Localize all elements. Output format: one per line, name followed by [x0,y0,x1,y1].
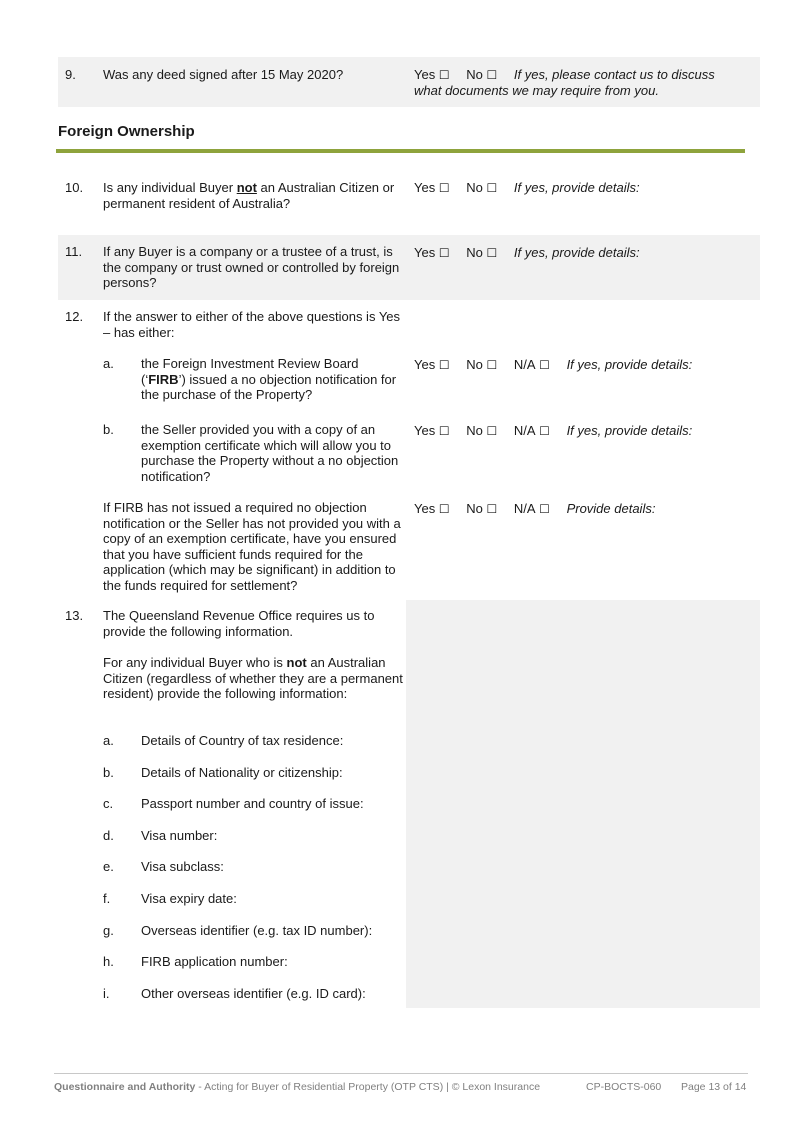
checkbox-icon[interactable]: ☐ [486,502,498,516]
checkbox-icon[interactable]: ☐ [438,181,450,195]
question-13-item-label: h. [103,954,114,969]
yes-option[interactable]: Yes ☐ [414,67,450,82]
yes-option[interactable]: Yes ☐ [414,423,450,438]
no-option[interactable]: No ☐ [466,501,498,516]
no-option[interactable]: No ☐ [466,180,498,195]
question-13-item-label: c. [103,796,114,811]
question-13-item-text: Visa subclass: [141,859,224,874]
question-13-item-text: Visa number: [141,828,218,843]
question-12a-answers [414,357,692,373]
question-11-note: If yes, provide details: [513,245,640,260]
question-9-number: 9. [65,67,76,82]
checkbox-icon[interactable]: ☐ [438,424,450,438]
checkbox-icon[interactable]: ☐ [438,68,450,82]
question-11-number: 11. [65,244,83,259]
question-12a-text: the Foreign Investment Review Board (‘FIRB’) issued a no objection notification for the purchase of the Property? [141,356,397,402]
na-option[interactable]: N/A ☐ [513,357,550,372]
checkbox-icon[interactable]: ☐ [486,68,498,82]
question-13-item-label: d. [103,828,114,843]
footer-title: Questionnaire and Authority - Acting for Buyer of Residential Property (OTP CTS) | © Lexon Insurance [54,1081,541,1093]
section-divider [56,149,745,153]
question-12c-answers [414,501,655,517]
question-12a-label: a. [103,356,114,371]
checkbox-icon[interactable]: ☐ [486,424,498,438]
question-12b-note: If yes, provide details: [566,423,693,438]
checkbox-icon[interactable]: ☐ [486,358,498,372]
na-option[interactable]: N/A ☐ [513,423,550,438]
question-12-number: 12. [65,309,84,324]
question-9-text: Was any deed signed after 15 May 2020? [103,67,344,82]
question-13-number: 13. [65,608,84,623]
checkbox-icon[interactable]: ☐ [539,424,550,438]
checkbox-icon[interactable]: ☐ [486,181,498,195]
footer-document-code: CP-BOCTS-060 [586,1081,662,1093]
question-13-item-text: Details of Nationality or citizenship: [141,765,343,780]
question-13-answer-area[interactable] [406,600,760,1008]
question-13-item-label: e. [103,859,114,874]
question-11-text: If any Buyer is a company or a trustee of a trust, is the company or trust owned or controlled by foreign persons? [103,244,400,290]
question-12b-answers [414,423,692,439]
question-13-item-label: f. [103,891,111,906]
question-10-number: 10. [65,180,84,195]
question-13-item-label: b. [103,765,114,780]
question-9-note-line2: what documents we may require from you. [414,83,659,98]
question-13-item-text: FIRB application number: [141,954,288,969]
section-heading: Foreign Ownership [58,123,195,140]
checkbox-icon[interactable]: ☐ [486,246,498,260]
question-12b-text: the Seller provided you with a copy of an exemption certificate which will allow you to purchase the Property without a no objection notification? [141,422,399,484]
no-option[interactable]: No ☐ [466,245,498,260]
question-13-item-text: Visa expiry date: [141,891,237,906]
question-9-note: If yes, please contact us to discuss [513,67,715,82]
question-12c-note: Provide details: [566,501,656,516]
question-13-item-text: Overseas identifier (e.g. tax ID number): [141,923,373,938]
question-10-answers [414,180,640,196]
question-13-item-label: i. [103,986,110,1001]
yes-option[interactable]: Yes ☐ [414,501,450,516]
checkbox-icon[interactable]: ☐ [438,246,450,260]
question-10-text: Is any individual Buyer not an Australian Citizen or permanent resident of Australia? [103,180,395,211]
question-13-item-text: Other overseas identifier (e.g. ID card): [141,986,366,1001]
na-option[interactable]: N/A ☐ [513,501,550,516]
question-13-item-text: Details of Country of tax residence: [141,733,344,748]
question-11-answers [414,245,640,261]
footer-divider [54,1073,748,1074]
question-12-text: If the answer to either of the above questions is Yes – has either: [103,309,401,340]
checkbox-icon[interactable]: ☐ [438,502,450,516]
question-12a-note: If yes, provide details: [566,357,693,372]
question-12c-text: If FIRB has not issued a required no objection notification or the Seller has not provided you with a copy of an exemption certificate, have you ensured that you have sufficient funds required for the application (which may be significant) in addition to the funds required for settlement? [103,500,401,593]
no-option[interactable]: No ☐ [466,423,498,438]
footer-page-number: Page 13 of 14 [681,1081,747,1093]
question-13-item-text: Passport number and country of issue: [141,796,364,811]
question-12b-label: b. [103,422,114,437]
question-9-answers [414,67,715,83]
no-option[interactable]: No ☐ [466,67,498,82]
yes-option[interactable]: Yes ☐ [414,357,450,372]
question-13-text: The Queensland Revenue Office requires us to provide the following information. [103,608,375,639]
checkbox-icon[interactable]: ☐ [539,502,550,516]
question-10-note: If yes, provide details: [513,180,640,195]
question-13-item-label: a. [103,733,114,748]
yes-option[interactable]: Yes ☐ [414,245,450,260]
checkbox-icon[interactable]: ☐ [438,358,450,372]
no-option[interactable]: No ☐ [466,357,498,372]
checkbox-icon[interactable]: ☐ [539,358,550,372]
question-13-intro: For any individual Buyer who is not an Australian Citizen (regardless of whether they are a permanent resident) provide the following information: [103,655,403,701]
yes-option[interactable]: Yes ☐ [414,180,450,195]
question-13-item-label: g. [103,923,114,938]
